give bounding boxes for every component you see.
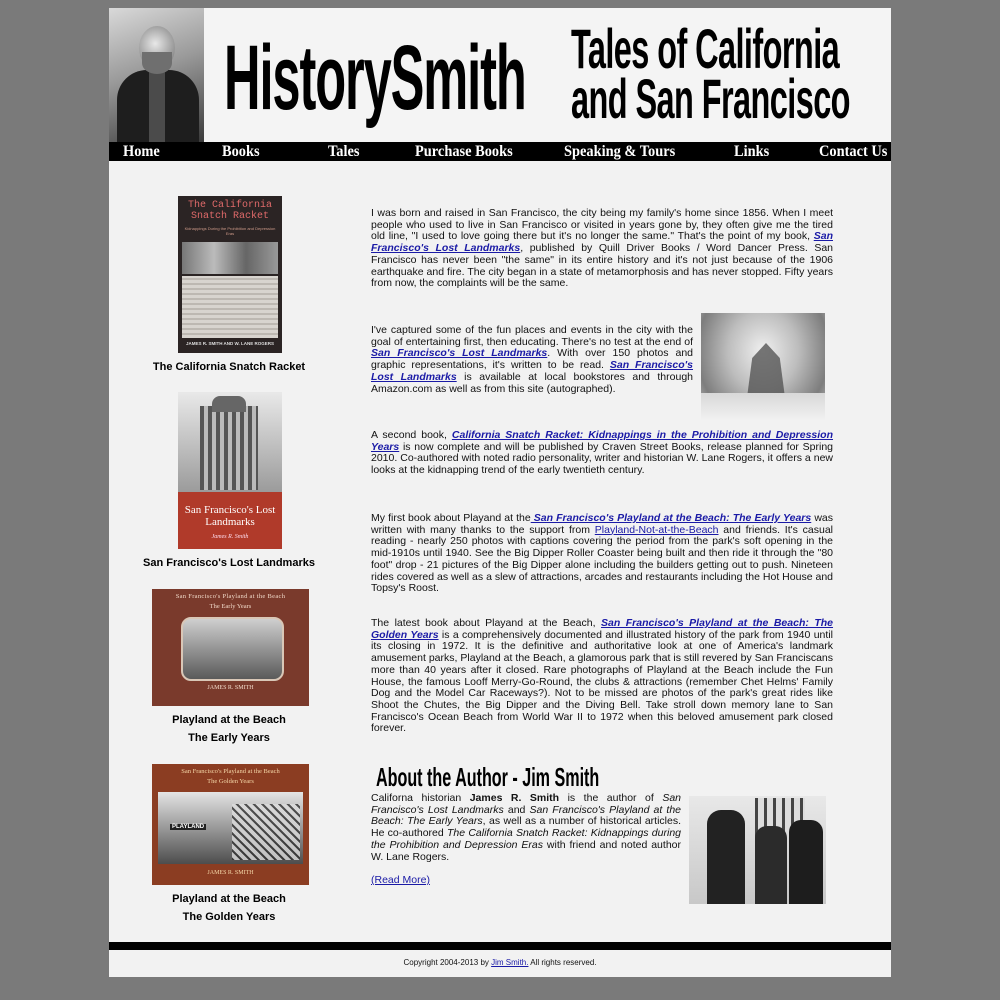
page-container: [109, 8, 891, 977]
nav-links[interactable]: Links: [734, 143, 770, 160]
footer-author-link[interactable]: Jim Smith.: [491, 958, 529, 967]
about-heading: About the Author - Jim Smith: [376, 762, 600, 792]
cliff-house-photo: [701, 313, 825, 421]
footer-copyright: Copyright 2004-2013 by Jim Smith. All rights reserved.: [403, 958, 597, 967]
playland-golden-paragraph: The latest book about Playand at the Beach, San Francisco's Playland at the Beach: The Golden Years is a comprehensively documented and illustrated history of the park from 1940 until its closing in 1972. It is the definitive and authoritative look at one of America's landmark amusement parks, Playland at the Beach, a glamorous park that is still revered by San Franciscans more than 40 years after it closed. Rare photographs of Playland at the Beach include the Fun House, the famous Looff Merry-Go-Round, the clubs & attractions (remember Chet Helms' Family Dog and the Model Car Raceways?). Not to be missed are photos of the park's great rides like Shoot the Chutes, the Big Dipper and the Diving Bell. Take stroll down memory lane to San Francisco's Ocean Beach from World War II to 1972 when this beloved amusement park closed forever.: [371, 617, 834, 735]
intro-paragraph-1: I was born and raised in San Francisco, the city being my family's home since 1856. When I meet people who used to live in San Francisco or visited in years gone by, they often give me the tired old line, "I used to love going there but it's no longer the same." That's the point of my book, San Francisco's Lost Landmarks, published by Quill Driver Books / Word Dancer Press. San Francisco has never been "the same" in its entire history and it's not just because of the 1906 earthquake and fire. The city began in a state of metamorphosis and has never stopped. Fifty years from now, the complaints will be the same.: [371, 207, 833, 290]
intro-paragraph-2: I've captured some of the fun places and events in the city with the goal of entertaining first, then educating. There's no test at the end of San Francisco's Lost Landmarks. With over 150 photos and graphic representations, it's written to be read. San Francisco's Lost Landmarks is available at local bookstores and through Amazon.com as well as from this site (autographed).: [371, 324, 694, 395]
link-lost-landmarks-3[interactable]: San Francisco's Lost Landmarks: [371, 359, 693, 383]
author-portrait: [109, 8, 204, 142]
caption-playland-early-1: Playland at the Beach: [172, 714, 286, 726]
nav-tales[interactable]: Tales: [328, 143, 360, 160]
caption-playland-golden-1: Playland at the Beach: [172, 893, 286, 905]
nav-speaking-tours[interactable]: Speaking & Tours: [564, 143, 676, 160]
cover-playland-golden[interactable]: San Francisco's Playland at the Beach The Golden Years PLAYLAND JAMES R. SMITH: [152, 764, 309, 885]
link-playland-not-at-the-beach[interactable]: Playland-Not-at-the-Beach: [594, 523, 719, 536]
snatch-racket-paragraph: A second book, California Snatch Racket: Kidnappings in the Prohibition and Depression Years is now complete and will be published by Craven Street Books, release planned for Spring 2010. Co-authored with noted radio personality, writer and historian W. Lane Rogers, it offers a new looks at the kidnapping trend of the early twentieth century.: [371, 429, 833, 477]
site-logo[interactable]: HistorySmith: [224, 27, 526, 129]
about-paragraph: Californa historian James R. Smith is the author of San Francisco's Lost Landmarks and San Francisco's Playland at the Beach: The Early Years, as well as a number of historical articles. He co-authored The California Snatch Racket: Kidnappings during the Prohibition and Depression Eras with friend and noted author W. Lane Rogers.: [371, 792, 682, 863]
caption-lost-landmarks: San Francisco's Lost Landmarks: [143, 557, 315, 569]
playland-early-paragraph: My first book about Playand at the San Francisco's Playland at the Beach: The Early Years was written with many thanks to the support from Playland-Not-at-the-Beach and friends. It's casual reading - nearly 250 photos with captions covering the period from the park's soft opening in the mid-1910s until 1940. See the Big Dipper Roller Coaster being built and then ride it through the "80 foot" drop - 21 pictures of the Big Dipper alone including the builders getting out to push. Nineteen rides covered as well as a slew of attractions, arcades and restaurants including the Hot House and Topsy's Roost.: [371, 512, 833, 595]
author-historic-photo: [689, 796, 826, 904]
cover-playland-early[interactable]: San Francisco's Playland at the Beach The Early Years JAMES R. SMITH: [152, 589, 309, 706]
link-snatch-racket[interactable]: California Snatch Racket: Kidnappings in the Prohibition and Depression Years: [371, 429, 833, 453]
nav-home[interactable]: Home: [123, 143, 160, 160]
link-playland-early[interactable]: San Francisco's Playland at the Beach: The Early Years: [530, 512, 812, 524]
caption-playland-early-2: The Early Years: [188, 732, 270, 744]
read-more-link[interactable]: (Read More): [371, 874, 430, 886]
footer-divider: [109, 942, 891, 950]
cover-snatch-racket[interactable]: The California Snatch Racket Kidnappings During the Prohibition and Depression Eras JAMES R. SMITH AND W. LANE ROGERS: [178, 196, 282, 353]
nav-purchase-books[interactable]: Purchase Books: [415, 143, 513, 160]
site-tagline: Tales of California and San Francisco: [571, 17, 850, 130]
caption-snatch-racket: The California Snatch Racket: [152, 361, 306, 373]
cover-lost-landmarks[interactable]: San Francisco's Lost Landmarks James R. Smith: [178, 392, 282, 549]
link-playland-golden[interactable]: San Francisco's Playland at the Beach: The Golden Years: [371, 617, 834, 641]
main-nav: [109, 142, 891, 161]
link-lost-landmarks-2[interactable]: San Francisco's Lost Landmarks: [371, 347, 548, 360]
site-header: [109, 8, 891, 142]
link-lost-landmarks[interactable]: San Francisco's Lost Landmarks: [371, 230, 833, 255]
nav-contact-us[interactable]: Contact Us: [819, 143, 888, 160]
nav-books[interactable]: Books: [222, 143, 260, 160]
caption-playland-golden-2: The Golden Years: [182, 911, 276, 923]
